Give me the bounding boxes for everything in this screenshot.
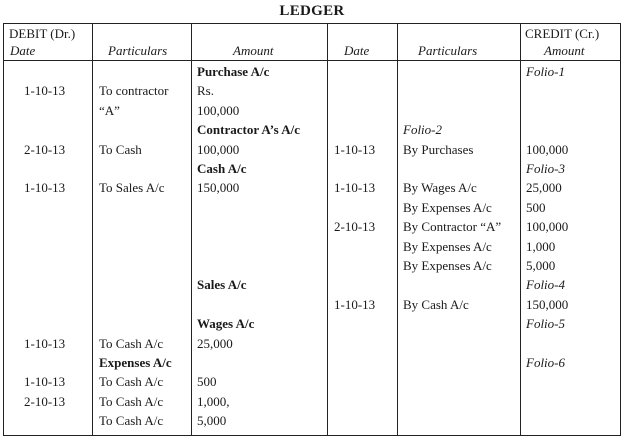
debit-date-cell: 2-10-13	[24, 141, 66, 157]
header-date-credit: Date	[344, 43, 370, 58]
debit-particulars-cell: To Cash A/c	[99, 413, 164, 429]
debit-date-cell: 1-10-13	[24, 335, 66, 351]
debit-amount-cell: Wages A/c	[197, 316, 255, 332]
credit-particulars-cell: By Expenses A/c	[403, 258, 492, 273]
ledger-table	[3, 23, 621, 436]
debit-amount-cell: 1,000,	[197, 393, 230, 409]
credit-amount-cell: Folio-4	[526, 277, 565, 293]
credit-header: CREDIT (Cr.)	[525, 26, 600, 41]
debit-amount-cell: Contractor A’s A/c	[197, 122, 301, 138]
debit-date-cell: 1-10-13	[24, 180, 66, 196]
credit-amount-cell: 5,000	[526, 258, 556, 273]
credit-date-cell: 1-10-13	[334, 141, 376, 157]
credit-particulars-cell: Folio-2	[403, 122, 442, 138]
debit-amount-cell: 150,000	[197, 180, 240, 196]
debit-amount-cell: Sales A/c	[197, 277, 247, 293]
header-amount: Amount	[233, 43, 274, 58]
debit-date-cell: 1-10-13	[24, 374, 66, 390]
page-title: LEDGER	[279, 3, 345, 19]
debit-amount-cell: 100,000	[197, 102, 240, 118]
column-divider	[520, 24, 521, 435]
debit-amount-cell: Cash A/c	[197, 161, 247, 176]
debit-amount-cell: Purchase A/c	[197, 64, 270, 79]
debit-amount-cell: 100,000	[197, 141, 240, 157]
credit-amount-cell: 100,000	[526, 219, 569, 235]
credit-particulars-cell: By Expenses A/c	[403, 199, 492, 215]
debit-amount-cell: 500	[197, 374, 217, 390]
debit-particulars-cell: To Cash	[99, 141, 142, 157]
debit-particulars-cell: To Cash A/c	[99, 393, 164, 409]
credit-particulars-cell: By Purchases	[403, 141, 474, 157]
credit-amount-cell: Folio-6	[526, 355, 565, 370]
credit-amount-cell: Folio-1	[526, 64, 565, 79]
credit-date-cell: 1-10-13	[334, 180, 376, 196]
debit-particulars-cell: To contractor	[99, 83, 169, 99]
debit-particulars-cell: Expenses A/c	[99, 355, 172, 370]
debit-date-cell: 1-10-13	[24, 83, 66, 99]
credit-amount-cell: Folio-5	[526, 316, 565, 332]
debit-amount-cell: 25,000	[197, 335, 233, 351]
debit-header: DEBIT (Dr.)	[9, 26, 76, 41]
debit-particulars-cell: To Cash A/c	[99, 374, 164, 390]
header-divider	[4, 60, 620, 61]
debit-amount-cell: Rs.	[197, 83, 214, 99]
credit-particulars-cell: By Contractor “A”	[403, 219, 502, 235]
debit-particulars-cell: “A”	[99, 102, 120, 118]
credit-particulars-cell: By Cash A/c	[403, 296, 469, 312]
credit-amount-cell: 500	[526, 199, 546, 215]
header-particulars: Particulars	[108, 43, 168, 58]
credit-amount-cell: Folio-3	[526, 161, 565, 176]
debit-particulars-cell: To Cash A/c	[99, 335, 164, 351]
column-divider	[327, 24, 328, 435]
debit-amount-cell: 5,000	[197, 413, 227, 429]
credit-date-cell: 1-10-13	[334, 296, 376, 312]
header-particulars-credit: Particulars	[418, 43, 478, 58]
debit-particulars-cell: To Sales A/c	[99, 180, 165, 196]
column-divider	[92, 24, 93, 435]
credit-amount-cell: 25,000	[526, 180, 562, 196]
credit-amount-cell: 1,000	[526, 238, 556, 254]
credit-amount-cell: 150,000	[526, 296, 569, 312]
debit-date-cell: 2-10-13	[24, 393, 66, 409]
header-amount-credit: Amount	[544, 43, 585, 58]
credit-particulars-cell: By Expenses A/c	[403, 238, 492, 254]
credit-amount-cell: 100,000	[526, 141, 569, 157]
header-date: Date	[10, 43, 36, 58]
credit-particulars-cell: By Wages A/c	[403, 180, 477, 196]
credit-date-cell: 2-10-13	[334, 219, 376, 235]
column-divider	[397, 24, 398, 435]
column-divider	[191, 24, 192, 435]
